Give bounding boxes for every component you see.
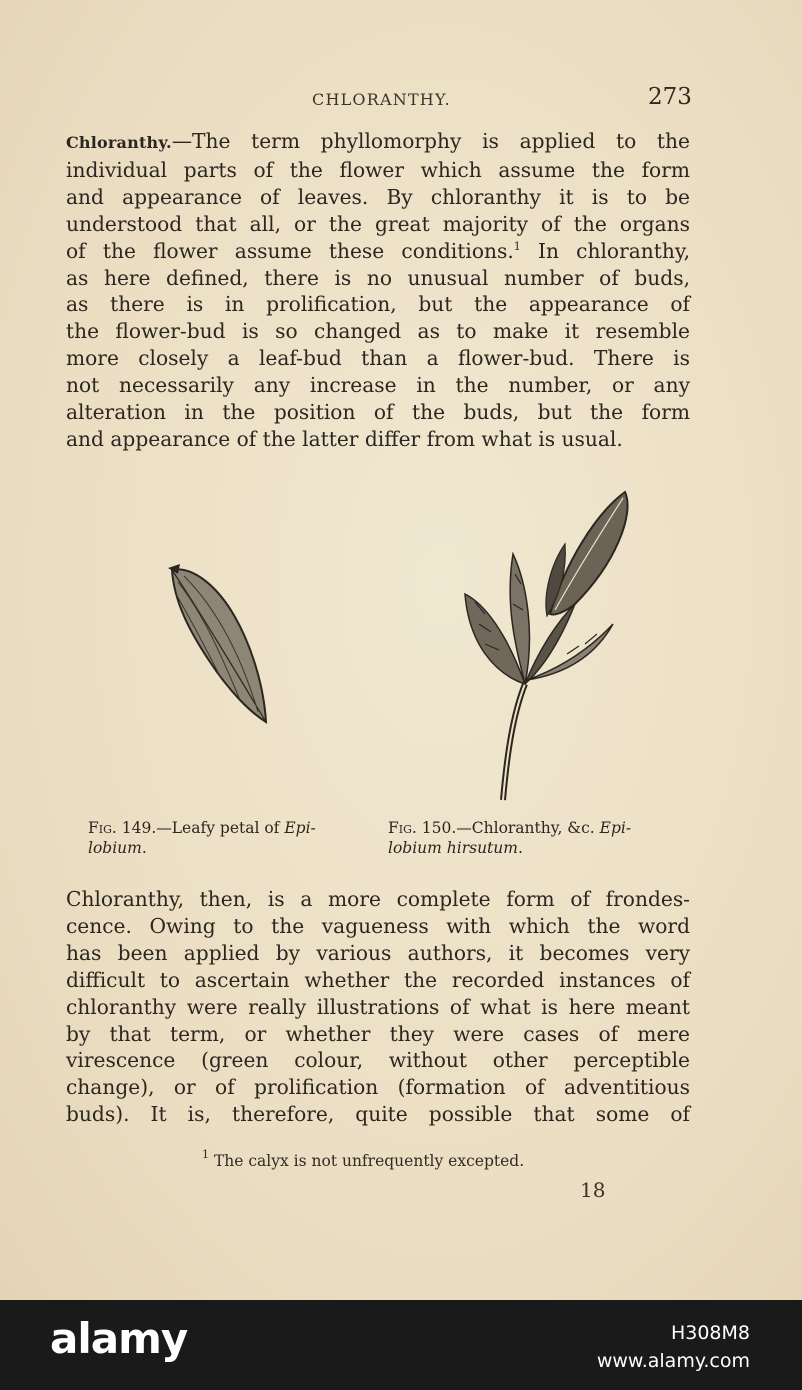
text-line: more closely a leaf-bud than a flower-bud. There is	[66, 346, 690, 371]
text-line: chloranthy were really illustrations of what is here meant	[66, 994, 690, 1019]
run-in-heading: Chloranthy.	[66, 133, 172, 152]
footnote-reference: 1	[513, 239, 521, 253]
running-title: CHLORANTHY.	[312, 90, 451, 109]
text-line: has been applied by various authors, it becomes very	[66, 940, 690, 965]
running-head	[0, 84, 802, 114]
brand-logo: alamy	[50, 1314, 188, 1363]
text-line: of the flower assume these conditions.$^1$ In chloranthy,	[66, 238, 691, 263]
paragraph-chloranthy-definition	[66, 128, 690, 453]
site-url: www.alamy.com	[596, 1350, 750, 1372]
figure-149-caption: Fig. 149.—Leafy petal of Epi- lobium.	[88, 819, 316, 857]
text-line: as there is in prolification, but the appearance of	[66, 292, 690, 317]
chloranthy-bud-illustration	[455, 484, 640, 804]
text-line: Chloranthy.—The term phyllomorphy is applied to the	[66, 129, 690, 153]
text-line: virescence (green colour, without other perceptible	[66, 1048, 690, 1073]
text-line: difficult to ascertain whether the recorded instances of	[66, 967, 690, 992]
text-line: buds). It is, therefore, quite possible that some of	[66, 1102, 690, 1127]
text-line: change), or of prolification (formation of adventitious	[66, 1075, 690, 1100]
leafy-petal-illustration	[160, 562, 280, 732]
text-line: individual parts of the flower which assume the form	[66, 157, 690, 182]
signature-mark: 18	[580, 1178, 606, 1202]
text-line: by that term, or whether they were cases of mere	[66, 1021, 690, 1046]
text-line: Chloranthy, then, is a more complete form of frondes-	[66, 887, 690, 911]
text-line: the flower-bud is so changed as to make it resemble	[66, 319, 690, 344]
text-line: cence. Owing to the vagueness with which the word	[66, 913, 690, 938]
text-line: understood that all, or the great majority of the organs	[66, 211, 690, 236]
footnote	[202, 1148, 525, 1170]
page-number: 273	[648, 84, 692, 110]
image-id: H308M8	[670, 1322, 750, 1344]
text-line: as here defined, there is no unusual number of buds,	[66, 265, 690, 290]
footnote-marker: 1	[202, 1148, 209, 1161]
figure-150-caption: Fig. 150.—Chloranthy, &c. Epi- lobium hirsutum.	[388, 819, 632, 857]
watermark-footer	[0, 1300, 802, 1390]
text-line: and appearance of the latter differ from what is usual.	[66, 426, 623, 451]
text-line: not necessarily any increase in the number, or any	[66, 373, 690, 398]
text-line: alteration in the position of the buds, but the form	[66, 400, 690, 425]
figures-area	[0, 470, 802, 810]
text-line: and appearance of leaves. By chloranthy it is to be	[66, 184, 690, 209]
paragraph-chloranthy-discussion	[66, 886, 690, 1128]
footnote-text: The calyx is not unfrequently excepted.	[213, 1152, 525, 1170]
